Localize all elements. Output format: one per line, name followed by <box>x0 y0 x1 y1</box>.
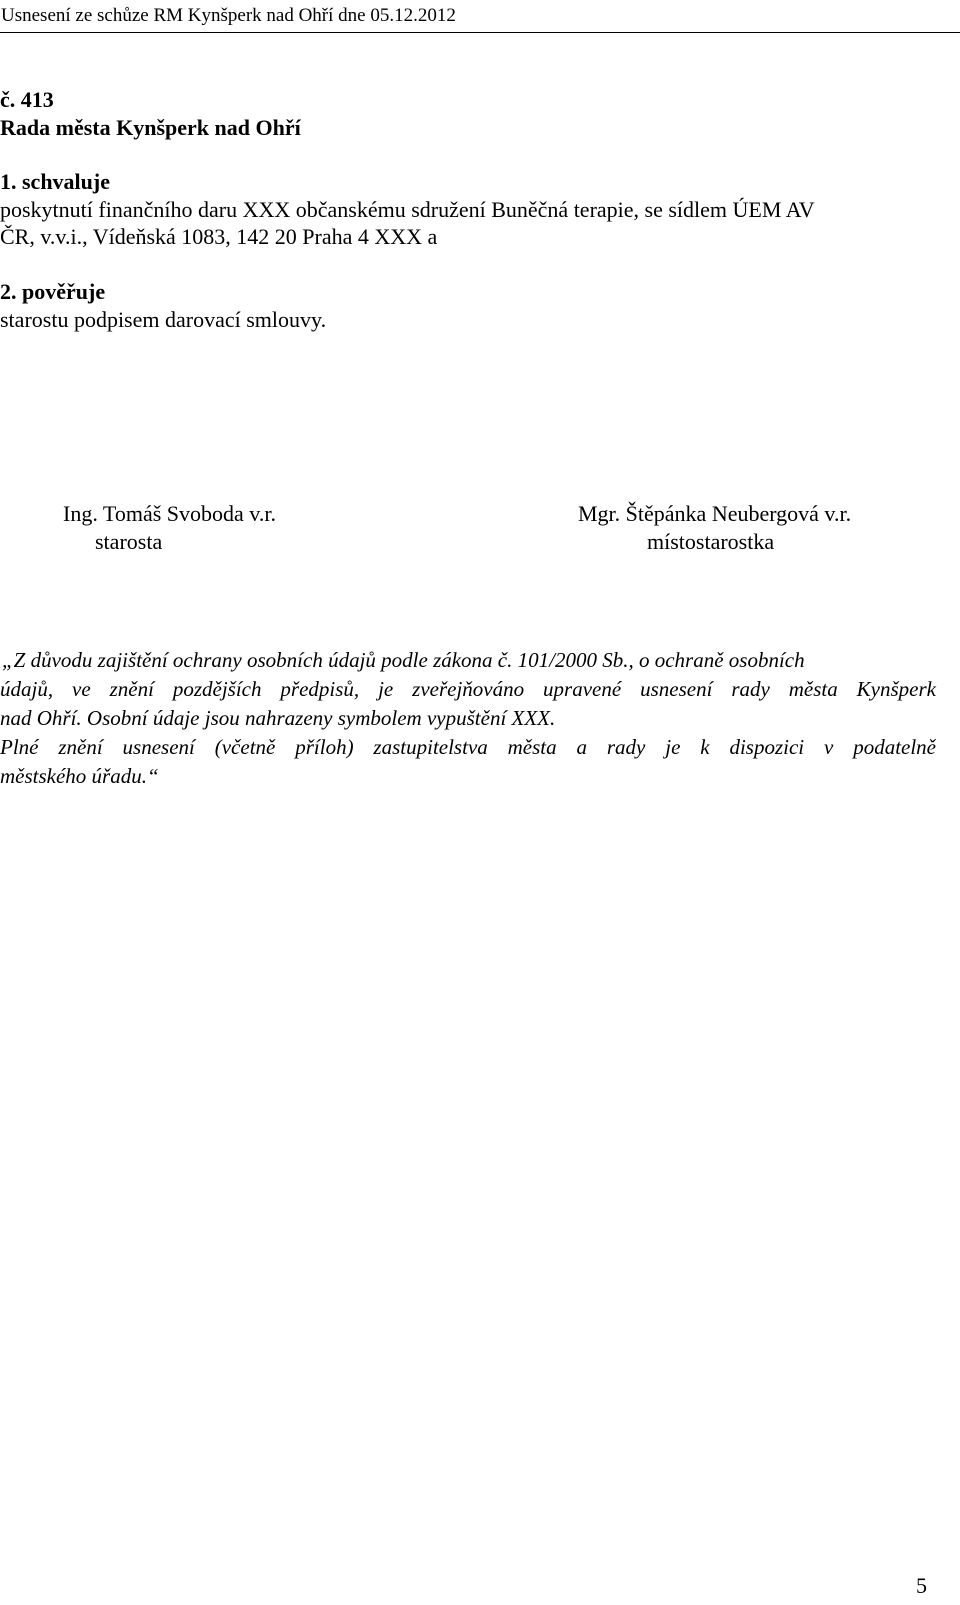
privacy-note-line-4: Plné znění usnesení (včetně příloh) zastupitelstva města a rady je k dispozici v podatelně <box>0 735 936 759</box>
signature-left-name: Ing. Tomáš Svoboda v.r. <box>63 501 276 526</box>
point1-text <box>0 196 815 250</box>
point2-text: starostu podpisem darovací smlouvy. <box>0 307 327 332</box>
document-header <box>0 4 960 33</box>
privacy-note-line-3: nad Ohří. Osobní údaje jsou nahrazeny symbolem vypuštění XXX. <box>0 706 556 730</box>
privacy-note <box>0 646 936 791</box>
point1-line-1: poskytnutí finančního daru XXX občanskému sdružení Buněčná terapie, se sídlem ÚEM AV <box>0 197 815 222</box>
point1-heading: 1. schvaluje <box>0 169 110 194</box>
resolution-number: č. 413 <box>0 87 54 112</box>
signature-left-role: starosta <box>95 529 163 554</box>
point2-heading: 2. pověřuje <box>0 279 106 304</box>
header-title: Usnesení ze schůze RM Kynšperk nad Ohří dne 05.12.2012 <box>1 5 456 26</box>
privacy-note-line-1: „Z důvodu zajištění ochrany osobních údajů podle zákona č. 101/2000 Sb., o ochraně osobních <box>2 648 805 672</box>
privacy-note-line-2: údajů, ve znění pozdějších předpisů, je zveřejňováno upravené usnesení rady města Kynšperk <box>0 677 936 701</box>
privacy-note-line-5: městského úřadu.“ <box>0 764 159 788</box>
signature-right-name: Mgr. Štěpánka Neubergová v.r. <box>578 501 852 526</box>
signature-right-role: místostarostka <box>647 529 775 554</box>
page-number: 5 <box>916 1573 927 1598</box>
resolution-body: Rada města Kynšperk nad Ohří <box>0 115 301 140</box>
point1-line-2: ČR, v.v.i., Vídeňská 1083, 142 20 Praha 4 XXX a <box>0 224 438 249</box>
